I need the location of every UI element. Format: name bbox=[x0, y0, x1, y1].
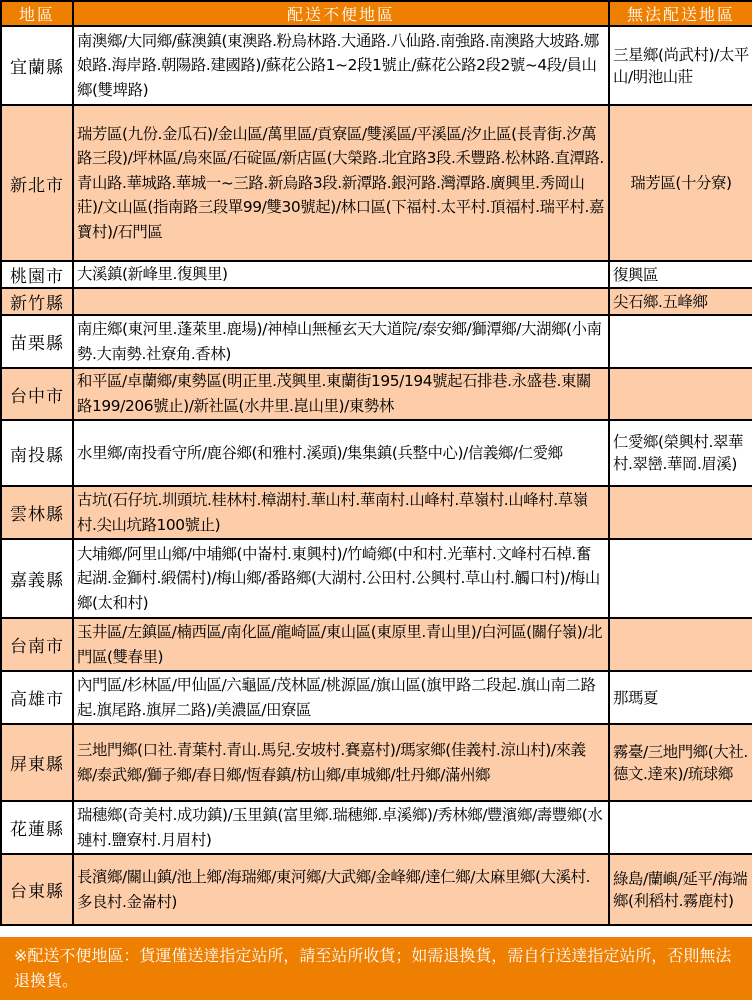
region-cell: 台中市 bbox=[1, 368, 73, 420]
undeliverable-areas-cell: 復興區 bbox=[609, 261, 752, 288]
undeliverable-areas-cell bbox=[609, 368, 752, 420]
region-cell: 宜蘭縣 bbox=[1, 26, 73, 105]
inconvenient-areas-cell: 三地門鄉(口社.青葉村.青山.馬兒.安坡村.賽嘉村)/瑪家鄉(佳義村.涼山村)/來義鄉/泰武鄉/獅子鄉/春日鄉/恆春鎮/枋山鄉/車城鄉/牡丹鄉/滿州鄉 bbox=[73, 724, 609, 801]
table-row bbox=[1, 26, 752, 105]
undeliverable-areas-cell bbox=[609, 801, 752, 854]
inconvenient-areas-cell: 瑞穗鄉(奇美村.成功鎮)/玉里鎮(富里鄉.瑞穗鄉.卓溪鄉)/秀林鄉/豐濱鄉/壽豐鄉(水璉村.鹽寮村.月眉村) bbox=[73, 801, 609, 854]
table-row bbox=[1, 315, 752, 368]
undeliverable-areas-cell bbox=[609, 486, 752, 539]
region-cell: 嘉義縣 bbox=[1, 539, 73, 618]
undeliverable-areas-cell: 那瑪夏 bbox=[609, 671, 752, 724]
inconvenient-areas-cell: 南庄鄉(東河里.蓬萊里.鹿場)/神棹山無極玄天大道院/泰安鄉/獅潭鄉/大湖鄉(小南勢.大南勢.社寮角.香林) bbox=[73, 315, 609, 368]
undeliverable-areas-cell: 尖石鄉.五峰鄉 bbox=[609, 288, 752, 315]
region-cell: 南投縣 bbox=[1, 420, 73, 486]
header-region: 地區 bbox=[1, 1, 73, 26]
inconvenient-areas-cell: 瑞芳區(九份.金瓜石)/金山區/萬里區/貢寮區/雙溪區/平溪區/汐止區(長青街.汐萬路三段)/坪林區/烏來區/石碇區/新店區(大榮路.北宜路3段.禾豐路.松林路.直潭路.青山路.華城路.華城一~三路.新烏路3段.新潭路.銀河路.灣潭路.廣興里.秀岡山莊)/文山區(指南路三段單99/雙30號起)/林口區(下福村.太平村.頂福村.瑞平村.嘉寶村)/石門區 bbox=[73, 105, 609, 261]
table-row bbox=[1, 854, 752, 925]
table-row bbox=[1, 288, 752, 315]
inconvenient-areas-cell bbox=[73, 288, 609, 315]
table-row bbox=[1, 618, 752, 671]
region-cell: 新北市 bbox=[1, 105, 73, 261]
region-cell: 台南市 bbox=[1, 618, 73, 671]
inconvenient-areas-cell: 大溪鎮(新峰里.復興里) bbox=[73, 261, 609, 288]
table-row bbox=[1, 368, 752, 420]
undeliverable-areas-cell bbox=[609, 618, 752, 671]
undeliverable-areas-cell bbox=[609, 315, 752, 368]
table-row bbox=[1, 671, 752, 724]
inconvenient-areas-cell: 和平區/卓蘭鄉/東勢區(明正里.茂興里.東蘭街195/194號起石排巷.永盛巷.東關路199/206號止)/新社區(水井里.崑山里)/東勢林 bbox=[73, 368, 609, 420]
footnote: ※配送不便地區：貨運僅送達指定站所，請至站所收貨；如需退換貨，需自行送達指定站所，否則無法退換貨。 bbox=[0, 937, 752, 1000]
region-cell: 屏東縣 bbox=[1, 724, 73, 801]
undeliverable-areas-cell: 霧臺/三地門鄉(大社.德文.達來)/琉球鄉 bbox=[609, 724, 752, 801]
inconvenient-areas-cell: 水里鄉/南投看守所/鹿谷鄉(和雅村.溪頭)/集集鎮(兵整中心)/信義鄉/仁愛鄉 bbox=[73, 420, 609, 486]
undeliverable-areas-cell: 三星鄉(尚武村)/太平山/明池山莊 bbox=[609, 26, 752, 105]
table-row bbox=[1, 261, 752, 288]
table-header-row bbox=[1, 1, 752, 26]
header-areas: 配送不便地區 bbox=[73, 1, 609, 26]
table-row bbox=[1, 801, 752, 854]
region-cell: 桃園市 bbox=[1, 261, 73, 288]
region-cell: 苗栗縣 bbox=[1, 315, 73, 368]
region-cell: 雲林縣 bbox=[1, 486, 73, 539]
table-row bbox=[1, 486, 752, 539]
table-row bbox=[1, 539, 752, 618]
region-cell: 花蓮縣 bbox=[1, 801, 73, 854]
table-row bbox=[1, 420, 752, 486]
region-cell: 高雄市 bbox=[1, 671, 73, 724]
undeliverable-areas-cell bbox=[609, 539, 752, 618]
undeliverable-areas-cell: 仁愛鄉(榮興村.翠華村.翠巒.華岡.眉溪) bbox=[609, 420, 752, 486]
inconvenient-areas-cell: 大埔鄉/阿里山鄉/中埔鄉(中崙村.東興村)/竹崎鄉(中和村.光華村.文峰村石棹.奮起湖.金獅村.緞儒村)/梅山鄉/番路鄉(大湖村.公田村.公興村.草山村.觸口村)/梅山鄉(太和村) bbox=[73, 539, 609, 618]
inconvenient-areas-cell: 內門區/杉林區/甲仙區/六龜區/茂林區/桃源區/旗山區(旗甲路二段起.旗山南二路起.旗尾路.旗屏二路)/美濃區/田寮區 bbox=[73, 671, 609, 724]
region-cell: 新竹縣 bbox=[1, 288, 73, 315]
inconvenient-areas-cell: 玉井區/左鎮區/楠西區/南化區/龍崎區/東山區(東原里.青山里)/白河區(關仔嶺)/北門區(雙春里) bbox=[73, 618, 609, 671]
undeliverable-areas-cell: 綠島/蘭嶼/延平/海端鄉(利稻村.霧鹿村) bbox=[609, 854, 752, 925]
header-blocked: 無法配送地區 bbox=[609, 1, 752, 26]
region-cell: 台東縣 bbox=[1, 854, 73, 925]
inconvenient-areas-cell: 南澳鄉/大同鄉/蘇澳鎮(東澳路.粉烏林路.大通路.八仙路.南強路.南澳路大坡路.娜娘路.海岸路.朝陽路.建國路)/蘇花公路1~2段1號止/蘇花公路2段2號~4段/員山鄉(雙埤路) bbox=[73, 26, 609, 105]
inconvenient-areas-cell: 古坑(石仔坑.圳頭坑.桂林村.樟湖村.華山村.華南村.山峰村.草嶺村.山峰村.草嶺村.尖山坑路100號止) bbox=[73, 486, 609, 539]
inconvenient-areas-cell: 長濱鄉/關山鎮/池上鄉/海瑞鄉/東河鄉/大武鄉/金峰鄉/達仁鄉/太麻里鄉(大溪村.多良村.金崙村) bbox=[73, 854, 609, 925]
undeliverable-areas-cell: 瑞芳區(十分寮) bbox=[609, 105, 752, 261]
table-row bbox=[1, 724, 752, 801]
table-row bbox=[1, 105, 752, 261]
